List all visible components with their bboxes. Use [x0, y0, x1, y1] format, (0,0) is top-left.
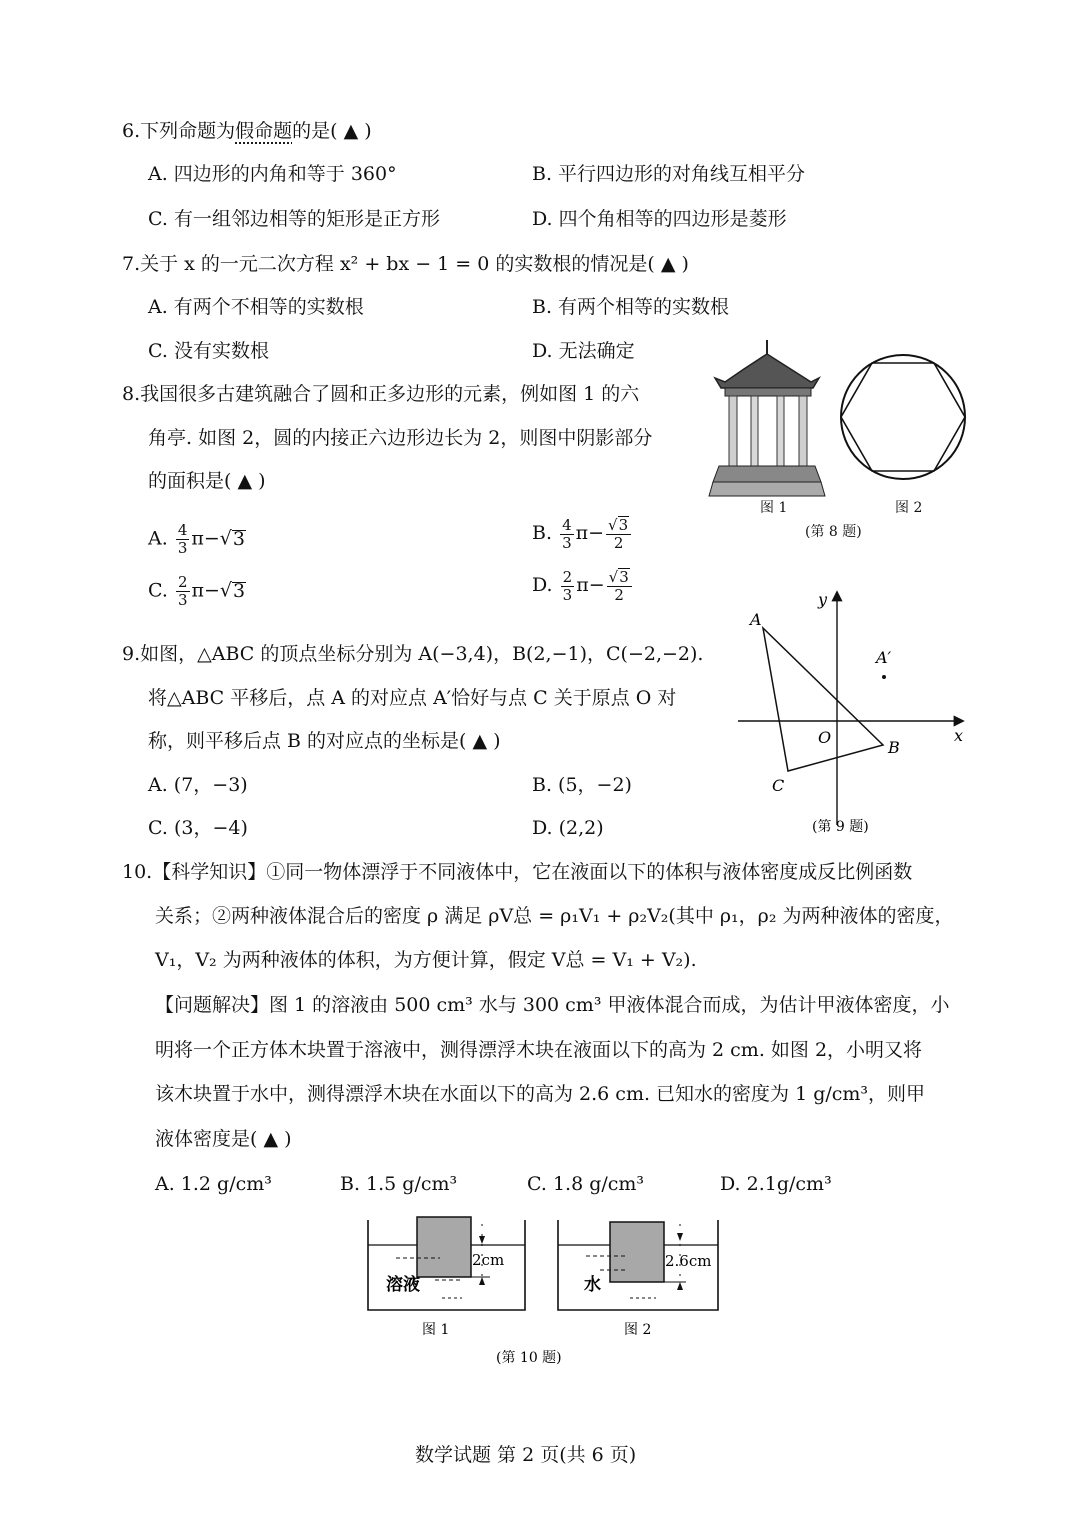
wood-block [417, 1217, 471, 1277]
q7-option-d: D. 无法确定 [532, 340, 635, 362]
q10-line6: 该木块置于水中，测得漂浮木块在水面以下的高为 2.6 cm. 已知水的密度为 1 g/cm³，则甲 [155, 1083, 926, 1105]
q10-option-a: A. 1.2 g/cm³ [155, 1173, 272, 1195]
q9-option-a: A. (7，−3) [148, 774, 248, 796]
q9-option-b: B. (5，−2) [532, 774, 632, 796]
q6-stem [122, 117, 372, 145]
q10-figures [360, 1210, 730, 1370]
q8-stem-line3: 的面积是( ▲ ) [148, 470, 266, 492]
q10-option-c: C. 1.8 g/cm³ [527, 1173, 645, 1195]
q9-coordinate-figure [730, 585, 975, 835]
fig1-caption: 图 1 [422, 1322, 450, 1338]
fig2-depth-label: 2.6cm [665, 1252, 712, 1270]
q9-figure-caption: (第 9 题) [812, 819, 869, 835]
solution-container-diagram [368, 1217, 525, 1338]
q10-line4: 【问题解决】图 1 的溶液由 500 cm³ 水与 300 cm³ 甲液体混合而成，为估计甲液体密度，小 [155, 994, 950, 1016]
fraction: $\frac{4}{3}$ [177, 521, 188, 557]
q8-figures [705, 332, 970, 547]
q6-option-d: D. 四个角相等的四边形是菱形 [532, 208, 787, 230]
fraction: $\frac{√3}{2}$ [606, 516, 631, 552]
hexagon-in-circle-diagram [841, 355, 965, 516]
q9-stem-line3: 称，则平移后点 B 的对应点的坐标是( ▲ ) [148, 730, 501, 752]
fraction: $\frac{4}{3}$ [562, 515, 572, 552]
q10-line7: 液体密度是( ▲ ) [155, 1128, 292, 1150]
fig1-liquid-label: 溶液 [386, 1275, 420, 1295]
q10-option-b: B. 1.5 g/cm³ [340, 1173, 458, 1195]
q10-figure-caption: (第 10 题) [496, 1350, 562, 1366]
triangle-abc [763, 628, 883, 771]
q10-line5: 明将一个正方体木块置于溶液中，测得漂浮木块在液面以下的高为 2 cm. 如图 2，小明又将 [155, 1039, 923, 1061]
q7-option-c: C. 没有实数根 [148, 340, 269, 362]
label-c: C [772, 776, 785, 795]
label-b: B [888, 738, 900, 757]
q7-option-a: A. 有两个不相等的实数根 [148, 296, 364, 318]
q8-stem-line1: 8.我国很多古建筑融合了圆和正多边形的元素，例如图 1 的六 [122, 383, 640, 405]
q8-fig2-caption: 图 2 [895, 500, 923, 516]
fraction: $\frac{2}{3}$ [177, 573, 188, 609]
q9-option-d: D. (2,2) [532, 817, 604, 839]
point-a-prime [882, 675, 886, 679]
q8-fig1-caption: 图 1 [760, 500, 788, 516]
q6-option-c: C. 有一组邻边相等的矩形是正方形 [148, 208, 440, 230]
q8-figure-caption: (第 8 题) [805, 524, 862, 540]
q9-option-c: C. (3，−4) [148, 817, 248, 839]
q8-option-c: C. $\frac{2}{3}$ π−√3 [148, 573, 246, 609]
fig2-liquid-label: 水 [584, 1275, 601, 1295]
fig1-depth-label: 2cm [472, 1251, 505, 1269]
q8-option-d: D. $\frac{2}{3}$ π− $\frac{√3}{2}$ [532, 568, 634, 604]
q8-option-a: A. $\frac{4}{3}$ π−√3 [148, 521, 245, 557]
q10-line3: V₁，V₂ 为两种液体的体积，为方便计算，假定 V总 = V₁ + V₂). [155, 949, 697, 971]
q8-stem-line2: 角亭. 如图 2，圆的内接正六边形边长为 2，则图中阴影部分 [148, 427, 653, 449]
q10-option-d: D. 2.1g/cm³ [720, 1173, 832, 1195]
q6-stem-pre: 6.下列命题为 [122, 120, 236, 142]
label-x: x [954, 726, 964, 745]
fraction: $\frac{2}{3}$ [562, 567, 573, 604]
q7-stem: 7.关于 x 的一元二次方程 x² + bx − 1 = 0 的实数根的情况是( ▲ ) [122, 253, 689, 275]
q10-line1: 10.【科学知识】①同一物体漂浮于不同液体中，它在液面以下的体积与液体密度成反比例函数 [122, 861, 913, 883]
label-o: O [818, 728, 832, 747]
q6-stem-post: 的是( ▲ ) [292, 120, 372, 142]
label-a: A [750, 610, 762, 629]
q9-stem-line1: 9.如图，△ABC 的顶点坐标分别为 A(−3,4)，B(2,−1)，C(−2,−2). [122, 643, 704, 665]
q9-stem-line2: 将△ABC 平移后，点 A 的对应点 A′恰好与点 C 关于原点 O 对 [148, 687, 677, 709]
page-footer: 数学试题 第 2 页(共 6 页) [415, 1444, 637, 1466]
q6-stem-emphasis: 假命题 [235, 120, 293, 142]
fig2-caption: 图 2 [624, 1322, 652, 1338]
q6-option-b: B. 平行四边形的对角线互相平分 [532, 163, 806, 185]
q7-option-b: B. 有两个相等的实数根 [532, 296, 730, 318]
q10-line2: 关系；②两种液体混合后的密度 ρ 满足 ρV总 = ρ₁V₁ + ρ₂V₂(其中 ρ₁，ρ₂ 为两种液体的密度， [155, 905, 954, 927]
q8-option-b: B. $\frac{4}{3}$ π− $\frac{√3}{2}$ [532, 516, 633, 552]
pavilion-image [709, 340, 825, 516]
fraction: $\frac{√3}{2}$ [607, 568, 632, 604]
label-y: y [818, 590, 828, 609]
wood-block [610, 1222, 664, 1282]
water-container-diagram [558, 1220, 718, 1338]
label-a-prime: A′ [876, 648, 892, 667]
q6-option-a: A. 四边形的内角和等于 360° [148, 163, 397, 185]
